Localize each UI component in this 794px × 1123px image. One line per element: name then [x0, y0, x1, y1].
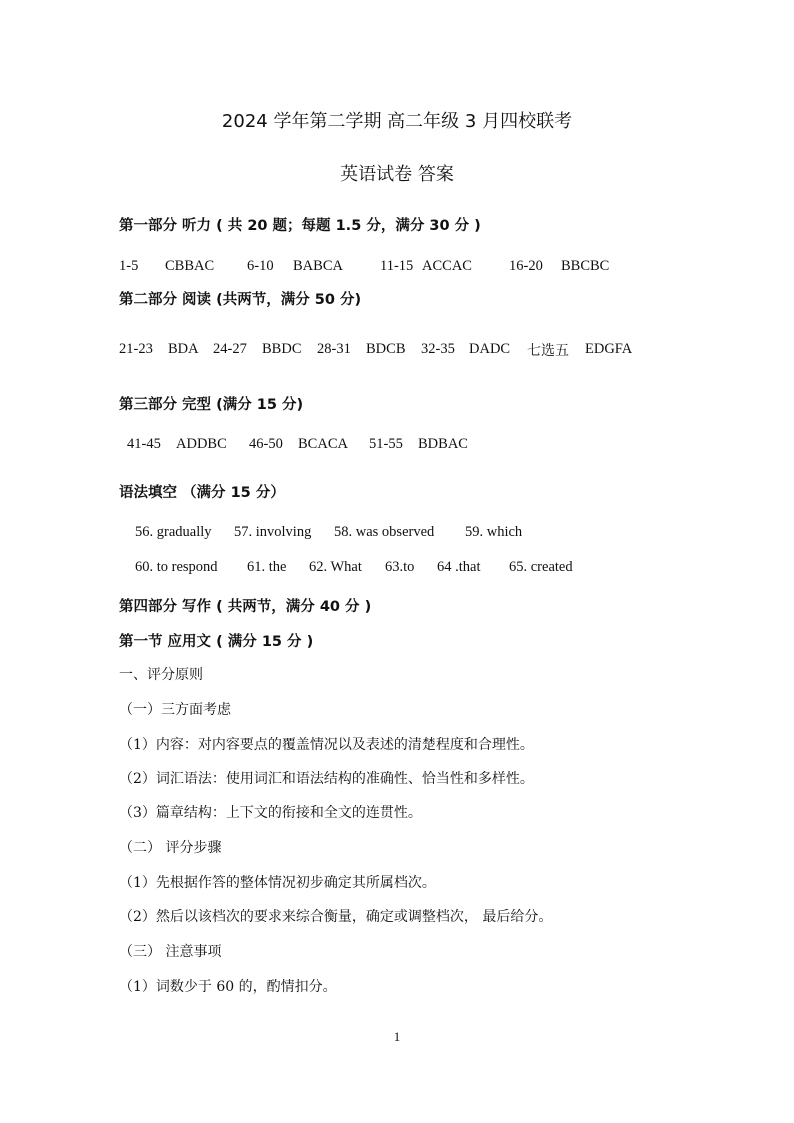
answer-value: BDCB	[366, 341, 406, 357]
answer-value: BDBAC	[418, 436, 468, 452]
answer-range: 24-27	[213, 341, 247, 357]
scoring-subtitle: （二） 评分步骤	[119, 840, 222, 856]
answer-range: 21-23	[119, 341, 153, 357]
answer-range: 46-50	[249, 436, 283, 452]
scoring-subtitle: （三） 注意事项	[119, 944, 222, 960]
page-title: 2024 学年第二学期 高二年级 3 月四校联考	[221, 111, 573, 132]
answer-value: ACCAC	[422, 258, 472, 274]
answer-value: ADDBC	[176, 436, 227, 452]
part2-heading: 第二部分 阅读 (共两节，满分 50 分)	[119, 292, 362, 308]
grammar-answer: 57. involving	[234, 524, 312, 540]
answer-range: 16-20	[509, 258, 543, 274]
scoring-item: （1）词数少于 60 的，酌情扣分。	[119, 979, 337, 995]
answer-range: 6-10	[247, 258, 274, 274]
scoring-item: （2）词汇语法：使用词汇和语法结构的准确性、恰当性和多样性。	[119, 771, 534, 787]
grammar-answer: 56. gradually	[135, 524, 212, 540]
grammar-answer: 65. created	[509, 559, 573, 575]
scoring-item: （1）先根据作答的整体情况初步确定其所属档次。	[119, 875, 436, 891]
answer-range: 41-45	[127, 436, 161, 452]
answer-range: 七选五	[527, 343, 569, 359]
grammar-answer: 61. the	[247, 559, 287, 575]
answer-range: 1-5	[119, 258, 139, 274]
grammar-answer: 58. was observed	[334, 524, 435, 540]
scoring-principle-title: 一、评分原则	[119, 667, 203, 683]
answer-range: 32-35	[421, 341, 455, 357]
grammar-answer: 60. to respond	[135, 559, 218, 575]
grammar-answer: 64 .that	[437, 559, 481, 575]
answer-value: BCACA	[298, 436, 348, 452]
grammar-answer: 63.to	[385, 559, 415, 575]
answer-value: BDA	[168, 341, 199, 357]
answer-range: 28-31	[317, 341, 351, 357]
grammar-answer: 59. which	[465, 524, 523, 540]
page-number: 1	[393, 1029, 401, 1044]
part1-heading: 第一部分 听力 ( 共 20 题；每题 1.5 分，满分 30 分 )	[119, 218, 481, 234]
section1-heading: 第一节 应用文 ( 满分 15 分 )	[119, 634, 314, 650]
answer-value: BBCBC	[561, 258, 610, 274]
scoring-item: （3）篇章结构：上下文的衔接和全文的连贯性。	[119, 805, 422, 821]
answer-range: 51-55	[369, 436, 403, 452]
scoring-item: （1）内容：对内容要点的覆盖情况以及表述的清楚程度和合理性。	[119, 737, 534, 753]
answer-range: 11-15	[380, 258, 414, 274]
answer-value: BABCA	[293, 258, 343, 274]
part4-heading: 第四部分 写作 ( 共两节，满分 40 分 )	[119, 599, 372, 615]
answer-value: CBBAC	[165, 258, 215, 274]
part3-heading: 第三部分 完型 (满分 15 分)	[119, 397, 304, 413]
grammar-heading: 语法填空 （满分 15 分）	[119, 485, 285, 501]
answer-value: DADC	[469, 341, 511, 357]
answer-value: EDGFA	[585, 341, 633, 357]
page-subtitle: 英语试卷 答案	[340, 164, 454, 185]
answer-value: BBDC	[262, 341, 302, 357]
grammar-answer: 62. What	[309, 559, 362, 575]
scoring-subtitle: （一）三方面考虑	[119, 702, 231, 718]
scoring-item: （2）然后以该档次的要求来综合衡量，确定或调整档次， 最后给分。	[119, 909, 553, 925]
